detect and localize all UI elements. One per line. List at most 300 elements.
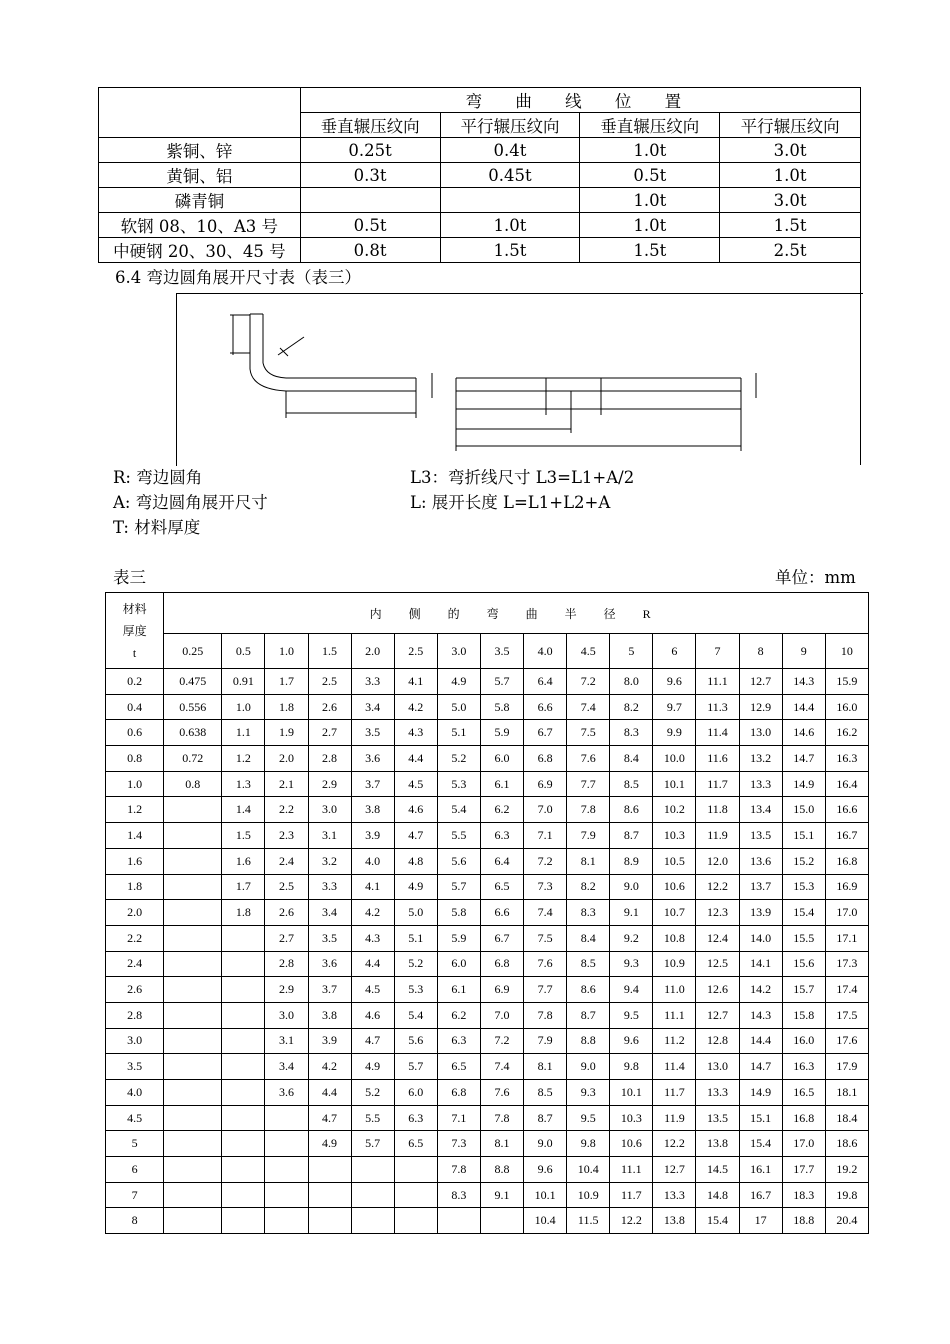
allowance-cell: 15.1 xyxy=(782,823,825,849)
allowance-cell: 12.2 xyxy=(610,1208,653,1234)
bend-value: 0.5t xyxy=(580,163,720,188)
allowance-cell: 6.8 xyxy=(524,746,567,772)
material-row xyxy=(99,188,861,213)
allowance-cell: 11.8 xyxy=(696,797,739,823)
allowance-cell: 16.7 xyxy=(739,1182,782,1208)
allowance-cell xyxy=(222,925,265,951)
table-row xyxy=(106,1182,869,1208)
allowance-cell: 13.3 xyxy=(653,1182,696,1208)
table-row xyxy=(106,720,869,746)
allowance-cell: 2.0 xyxy=(265,746,308,772)
allowance-cell: 15.3 xyxy=(782,874,825,900)
allowance-cell: 20.4 xyxy=(825,1208,868,1234)
allowance-cell: 12.5 xyxy=(696,951,739,977)
sub-header: 垂直辗压纹向 xyxy=(580,113,720,138)
allowance-cell: 0.91 xyxy=(222,669,265,695)
allowance-cell: 11.2 xyxy=(653,1028,696,1054)
allowance-cell: 3.9 xyxy=(308,1028,351,1054)
allowance-cell: 18.8 xyxy=(782,1208,825,1234)
allowance-cell: 10.6 xyxy=(610,1131,653,1157)
allowance-cell: 13.6 xyxy=(739,848,782,874)
allowance-cell: 5.2 xyxy=(437,746,480,772)
legend-l: L: 展开长度 L=L1+L2+A xyxy=(410,493,611,512)
allowance-cell xyxy=(222,1208,265,1234)
allowance-cell: 4.3 xyxy=(351,925,394,951)
table-row xyxy=(106,925,869,951)
allowance-cell: 5.5 xyxy=(437,823,480,849)
allowance-cell: 13.2 xyxy=(739,746,782,772)
allowance-cell: 10.6 xyxy=(653,874,696,900)
allowance-cell: 4.4 xyxy=(394,746,437,772)
allowance-cell xyxy=(222,1157,265,1183)
allowance-cell: 8.2 xyxy=(610,694,653,720)
bend-value: 2.5t xyxy=(720,238,861,263)
allowance-cell: 14.7 xyxy=(782,746,825,772)
table-row xyxy=(106,823,869,849)
allowance-cell: 16.9 xyxy=(825,874,868,900)
allowance-cell: 8.1 xyxy=(524,1054,567,1080)
thickness-cell: 8 xyxy=(106,1208,164,1234)
allowance-cell: 9.3 xyxy=(567,1080,610,1106)
allowance-cell: 6.5 xyxy=(394,1131,437,1157)
allowance-cell: 8.5 xyxy=(524,1080,567,1106)
thickness-cell: 0.6 xyxy=(106,720,164,746)
table-row xyxy=(106,1208,869,1234)
allowance-cell: 16.0 xyxy=(825,694,868,720)
allowance-cell: 7.9 xyxy=(524,1028,567,1054)
allowance-cell: 5.2 xyxy=(351,1080,394,1106)
allowance-cell: 9.6 xyxy=(524,1157,567,1183)
table-row xyxy=(106,797,869,823)
allowance-cell: 7.6 xyxy=(524,951,567,977)
allowance-cell: 8.7 xyxy=(567,1002,610,1028)
allowance-cell: 9.9 xyxy=(653,720,696,746)
thickness-cell: 1.4 xyxy=(106,823,164,849)
material-name: 黄铜、铝 xyxy=(99,163,301,188)
allowance-cell xyxy=(164,1157,222,1183)
allowance-cell: 11.7 xyxy=(653,1080,696,1106)
allowance-cell xyxy=(164,1080,222,1106)
radius-cell: 7 xyxy=(696,634,739,669)
allowance-cell: 10.0 xyxy=(653,746,696,772)
sub-header: 垂直辗压纹向 xyxy=(300,113,440,138)
allowance-cell: 4.5 xyxy=(394,771,437,797)
allowance-cell: 9.5 xyxy=(610,1002,653,1028)
allowance-cell xyxy=(222,1182,265,1208)
allowance-cell: 6.8 xyxy=(437,1080,480,1106)
allowance-cell xyxy=(308,1208,351,1234)
allowance-cell: 15.4 xyxy=(696,1208,739,1234)
allowance-cell: 4.5 xyxy=(351,977,394,1003)
allowance-cell: 2.7 xyxy=(308,720,351,746)
bend-value: 1.5t xyxy=(720,213,861,238)
allowance-cell: 4.1 xyxy=(394,669,437,695)
allowance-cell: 4.4 xyxy=(351,951,394,977)
radius-cell: 10 xyxy=(825,634,868,669)
allowance-cell xyxy=(164,1105,222,1131)
allowance-cell: 3.0 xyxy=(265,1002,308,1028)
allowance-cell: 5.7 xyxy=(394,1054,437,1080)
allowance-cell: 12.3 xyxy=(696,900,739,926)
allowance-cell: 18.4 xyxy=(825,1105,868,1131)
table-row xyxy=(106,900,869,926)
allowance-cell: 7.4 xyxy=(480,1054,523,1080)
section-title: 6.4 弯边圆角展开尺寸表（表三） xyxy=(115,268,361,287)
allowance-cell: 6.6 xyxy=(524,694,567,720)
bend-position-header: 弯 曲 线 位 置 xyxy=(300,88,860,113)
allowance-cell: 10.5 xyxy=(653,848,696,874)
allowance-cell: 9.7 xyxy=(653,694,696,720)
allowance-cell xyxy=(164,925,222,951)
radius-cell: 3.5 xyxy=(480,634,523,669)
material-name: 中硬钢 20、30、45 号 xyxy=(99,238,301,263)
allowance-cell: 15.6 xyxy=(782,951,825,977)
allowance-cell: 2.8 xyxy=(308,746,351,772)
allowance-cell: 8.3 xyxy=(567,900,610,926)
allowance-cell: 1.7 xyxy=(222,874,265,900)
allowance-cell: 2.9 xyxy=(308,771,351,797)
legend-r: R: 弯边圆角 xyxy=(113,468,203,487)
allowance-cell: 7.6 xyxy=(567,746,610,772)
allowance-cell: 11.5 xyxy=(567,1208,610,1234)
allowance-cell: 5.9 xyxy=(437,925,480,951)
allowance-cell: 6.0 xyxy=(437,951,480,977)
allowance-cell: 10.3 xyxy=(653,823,696,849)
allowance-cell: 11.0 xyxy=(653,977,696,1003)
allowance-cell xyxy=(164,1208,222,1234)
allowance-cell: 4.4 xyxy=(308,1080,351,1106)
allowance-cell: 7.2 xyxy=(480,1028,523,1054)
allowance-cell: 3.4 xyxy=(308,900,351,926)
allowance-cell: 9.3 xyxy=(610,951,653,977)
allowance-cell: 13.0 xyxy=(739,720,782,746)
allowance-cell: 1.5 xyxy=(222,823,265,849)
allowance-cell: 15.7 xyxy=(782,977,825,1003)
radius-cell: 0.5 xyxy=(222,634,265,669)
allowance-cell: 6.5 xyxy=(437,1054,480,1080)
allowance-cell: 14.8 xyxy=(696,1182,739,1208)
allowance-cell: 10.4 xyxy=(524,1208,567,1234)
allowance-cell: 7.2 xyxy=(524,848,567,874)
allowance-cell: 5.6 xyxy=(394,1028,437,1054)
table-row xyxy=(106,1002,869,1028)
allowance-cell: 14.9 xyxy=(739,1080,782,1106)
allowance-cell: 9.0 xyxy=(567,1054,610,1080)
sub-header: 平行辗压纹向 xyxy=(720,113,861,138)
allowance-cell: 9.0 xyxy=(610,874,653,900)
allowance-cell: 1.2 xyxy=(222,746,265,772)
bend-value: 1.0t xyxy=(580,213,720,238)
allowance-cell: 1.8 xyxy=(265,694,308,720)
allowance-cell: 8.7 xyxy=(524,1105,567,1131)
allowance-cell: 2.6 xyxy=(308,694,351,720)
allowance-cell: 18.3 xyxy=(782,1182,825,1208)
allowance-cell: 1.1 xyxy=(222,720,265,746)
thickness-cell: 0.4 xyxy=(106,694,164,720)
allowance-cell: 18.1 xyxy=(825,1080,868,1106)
bend-value: 3.0t xyxy=(720,138,861,163)
allowance-cell: 2.8 xyxy=(265,951,308,977)
allowance-cell: 5.9 xyxy=(480,720,523,746)
allowance-cell: 3.7 xyxy=(351,771,394,797)
allowance-cell: 0.638 xyxy=(164,720,222,746)
allowance-cell: 14.4 xyxy=(782,694,825,720)
table-row xyxy=(106,1054,869,1080)
thickness-header-line1: 材料 xyxy=(122,601,147,616)
allowance-cell: 6.2 xyxy=(480,797,523,823)
allowance-cell: 8.6 xyxy=(567,977,610,1003)
allowance-cell: 17.9 xyxy=(825,1054,868,1080)
allowance-cell: 10.3 xyxy=(610,1105,653,1131)
allowance-cell: 3.6 xyxy=(308,951,351,977)
allowance-cell xyxy=(222,977,265,1003)
allowance-cell: 3.2 xyxy=(308,848,351,874)
allowance-cell: 14.6 xyxy=(782,720,825,746)
allowance-cell: 6.4 xyxy=(480,848,523,874)
bend-value: 0.4t xyxy=(440,138,580,163)
allowance-cell: 16.2 xyxy=(825,720,868,746)
thickness-cell: 3.5 xyxy=(106,1054,164,1080)
allowance-cell: 1.8 xyxy=(222,900,265,926)
bend-value: 1.5t xyxy=(440,238,580,263)
thickness-cell: 1.2 xyxy=(106,797,164,823)
allowance-cell: 4.7 xyxy=(394,823,437,849)
bend-value: 1.0t xyxy=(440,213,580,238)
allowance-cell xyxy=(222,1131,265,1157)
allowance-cell xyxy=(265,1208,308,1234)
allowance-cell: 17.5 xyxy=(825,1002,868,1028)
allowance-cell: 7.3 xyxy=(437,1131,480,1157)
legend-t: T: 材料厚度 xyxy=(113,518,201,537)
allowance-cell: 6.9 xyxy=(524,771,567,797)
allowance-cell: 10.1 xyxy=(610,1080,653,1106)
allowance-cell: 5.4 xyxy=(394,1002,437,1028)
radius-cell: 9 xyxy=(782,634,825,669)
material-row xyxy=(99,163,861,188)
bend-position-table xyxy=(98,87,861,263)
allowance-cell: 6.3 xyxy=(437,1028,480,1054)
allowance-cell: 12.7 xyxy=(696,1002,739,1028)
allowance-cell: 2.1 xyxy=(265,771,308,797)
allowance-cell: 4.1 xyxy=(351,874,394,900)
allowance-cell: 14.2 xyxy=(739,977,782,1003)
table-row xyxy=(106,1157,869,1183)
allowance-cell: 6.3 xyxy=(480,823,523,849)
allowance-cell: 15.2 xyxy=(782,848,825,874)
allowance-cell: 5.8 xyxy=(480,694,523,720)
allowance-cell: 6.2 xyxy=(437,1002,480,1028)
allowance-cell: 16.4 xyxy=(825,771,868,797)
table-row xyxy=(106,848,869,874)
allowance-cell: 8.9 xyxy=(610,848,653,874)
allowance-cell: 10.7 xyxy=(653,900,696,926)
allowance-cell: 7.6 xyxy=(480,1080,523,1106)
allowance-cell: 6.5 xyxy=(480,874,523,900)
allowance-cell: 8.7 xyxy=(610,823,653,849)
allowance-cell: 14.7 xyxy=(739,1054,782,1080)
allowance-cell: 3.4 xyxy=(265,1054,308,1080)
allowance-cell: 18.6 xyxy=(825,1131,868,1157)
allowance-cell: 4.9 xyxy=(308,1131,351,1157)
bend-unfold-diagram xyxy=(176,293,776,465)
table-row xyxy=(106,977,869,1003)
allowance-cell xyxy=(394,1208,437,1234)
allowance-cell: 14.3 xyxy=(739,1002,782,1028)
allowance-cell: 16.0 xyxy=(782,1028,825,1054)
unit-label: 单位：mm xyxy=(775,568,856,587)
bend-value: 3.0t xyxy=(720,188,861,213)
allowance-cell: 4.6 xyxy=(351,1002,394,1028)
allowance-cell xyxy=(351,1157,394,1183)
allowance-cell: 13.5 xyxy=(696,1105,739,1131)
allowance-cell: 5.5 xyxy=(351,1105,394,1131)
radius-cell: 8 xyxy=(739,634,782,669)
thickness-cell: 6 xyxy=(106,1157,164,1183)
allowance-cell: 13.9 xyxy=(739,900,782,926)
material-row xyxy=(99,138,861,163)
bend-value xyxy=(300,188,440,213)
allowance-cell: 7.5 xyxy=(567,720,610,746)
allowance-cell: 5.1 xyxy=(394,925,437,951)
allowance-cell: 4.9 xyxy=(351,1054,394,1080)
sub-header: 平行辗压纹向 xyxy=(440,113,580,138)
bend-value: 1.5t xyxy=(580,238,720,263)
allowance-cell xyxy=(265,1157,308,1183)
allowance-cell: 6.4 xyxy=(524,669,567,695)
allowance-cell: 2.5 xyxy=(308,669,351,695)
empty-header-cell xyxy=(99,88,301,138)
allowance-cell: 12.2 xyxy=(696,874,739,900)
allowance-cell: 19.2 xyxy=(825,1157,868,1183)
thickness-header-line2: 厚度 xyxy=(122,623,147,638)
allowance-cell: 2.5 xyxy=(265,874,308,900)
allowance-cell: 7.7 xyxy=(567,771,610,797)
thickness-cell: 5 xyxy=(106,1131,164,1157)
radius-cell: 5 xyxy=(610,634,653,669)
bend-value xyxy=(440,188,580,213)
allowance-cell: 1.9 xyxy=(265,720,308,746)
allowance-cell xyxy=(164,951,222,977)
allowance-cell: 6.0 xyxy=(394,1080,437,1106)
allowance-cell: 3.6 xyxy=(265,1080,308,1106)
material-row xyxy=(99,238,861,263)
allowance-cell: 15.4 xyxy=(739,1131,782,1157)
table-row xyxy=(106,951,869,977)
allowance-cell: 16.3 xyxy=(825,746,868,772)
table-label: 表三 xyxy=(113,568,146,587)
allowance-cell: 10.4 xyxy=(567,1157,610,1183)
radius-cell: 2.5 xyxy=(394,634,437,669)
radius-cell: 0.25 xyxy=(164,634,222,669)
table-row xyxy=(106,1028,869,1054)
allowance-cell xyxy=(164,1182,222,1208)
bend-allowance-table xyxy=(105,592,869,1234)
table-row xyxy=(106,771,869,797)
allowance-cell: 0.72 xyxy=(164,746,222,772)
allowance-cell: 3.6 xyxy=(351,746,394,772)
allowance-cell: 10.1 xyxy=(653,771,696,797)
allowance-cell xyxy=(164,848,222,874)
allowance-cell: 7.7 xyxy=(524,977,567,1003)
thickness-cell: 2.2 xyxy=(106,925,164,951)
allowance-cell: 13.3 xyxy=(739,771,782,797)
allowance-cell: 4.3 xyxy=(394,720,437,746)
allowance-cell: 2.6 xyxy=(265,900,308,926)
allowance-cell: 3.7 xyxy=(308,977,351,1003)
allowance-cell: 17.0 xyxy=(782,1131,825,1157)
allowance-cell: 17.6 xyxy=(825,1028,868,1054)
allowance-cell: 9.0 xyxy=(524,1131,567,1157)
allowance-cell: 15.0 xyxy=(782,797,825,823)
table-row xyxy=(106,694,869,720)
allowance-cell: 12.7 xyxy=(739,669,782,695)
allowance-cell xyxy=(394,1157,437,1183)
allowance-cell: 11.1 xyxy=(696,669,739,695)
allowance-cell: 9.1 xyxy=(480,1182,523,1208)
allowance-cell: 15.8 xyxy=(782,1002,825,1028)
table-row xyxy=(106,669,869,695)
allowance-cell: 1.4 xyxy=(222,797,265,823)
allowance-cell: 5.2 xyxy=(394,951,437,977)
allowance-cell: 13.7 xyxy=(739,874,782,900)
allowance-cell: 12.2 xyxy=(653,1131,696,1157)
allowance-cell: 7.3 xyxy=(524,874,567,900)
allowance-cell: 3.9 xyxy=(351,823,394,849)
allowance-cell: 2.4 xyxy=(265,848,308,874)
allowance-cell xyxy=(351,1208,394,1234)
thickness-header xyxy=(106,593,164,669)
allowance-cell: 6.0 xyxy=(480,746,523,772)
allowance-cell: 3.8 xyxy=(351,797,394,823)
allowance-cell: 6.7 xyxy=(524,720,567,746)
allowance-cell: 13.0 xyxy=(696,1054,739,1080)
allowance-cell: 13.8 xyxy=(653,1208,696,1234)
allowance-cell xyxy=(437,1208,480,1234)
allowance-cell: 7.1 xyxy=(437,1105,480,1131)
allowance-cell xyxy=(222,1080,265,1106)
allowance-cell: 15.5 xyxy=(782,925,825,951)
allowance-cell: 8.6 xyxy=(610,797,653,823)
allowance-cell: 7.4 xyxy=(567,694,610,720)
allowance-cell xyxy=(222,1105,265,1131)
allowance-cell: 4.2 xyxy=(351,900,394,926)
allowance-cell: 3.4 xyxy=(351,694,394,720)
material-row xyxy=(99,213,861,238)
allowance-cell: 1.3 xyxy=(222,771,265,797)
bend-value: 0.8t xyxy=(300,238,440,263)
allowance-cell xyxy=(164,1028,222,1054)
allowance-cell: 16.6 xyxy=(825,797,868,823)
allowance-cell xyxy=(164,874,222,900)
allowance-cell: 3.3 xyxy=(308,874,351,900)
allowance-cell: 6.7 xyxy=(480,925,523,951)
bend-value: 1.0t xyxy=(580,188,720,213)
allowance-cell: 12.9 xyxy=(739,694,782,720)
allowance-cell xyxy=(265,1182,308,1208)
allowance-cell: 1.6 xyxy=(222,848,265,874)
allowance-cell: 9.5 xyxy=(567,1105,610,1131)
allowance-cell: 16.8 xyxy=(825,848,868,874)
allowance-cell: 7.9 xyxy=(567,823,610,849)
bend-value: 0.5t xyxy=(300,213,440,238)
allowance-cell: 10.9 xyxy=(567,1182,610,1208)
allowance-cell: 15.4 xyxy=(782,900,825,926)
table-row xyxy=(106,1105,869,1131)
allowance-cell: 7.8 xyxy=(524,1002,567,1028)
radius-cell: 4.0 xyxy=(524,634,567,669)
allowance-cell: 8.8 xyxy=(480,1157,523,1183)
thickness-cell: 2.0 xyxy=(106,900,164,926)
